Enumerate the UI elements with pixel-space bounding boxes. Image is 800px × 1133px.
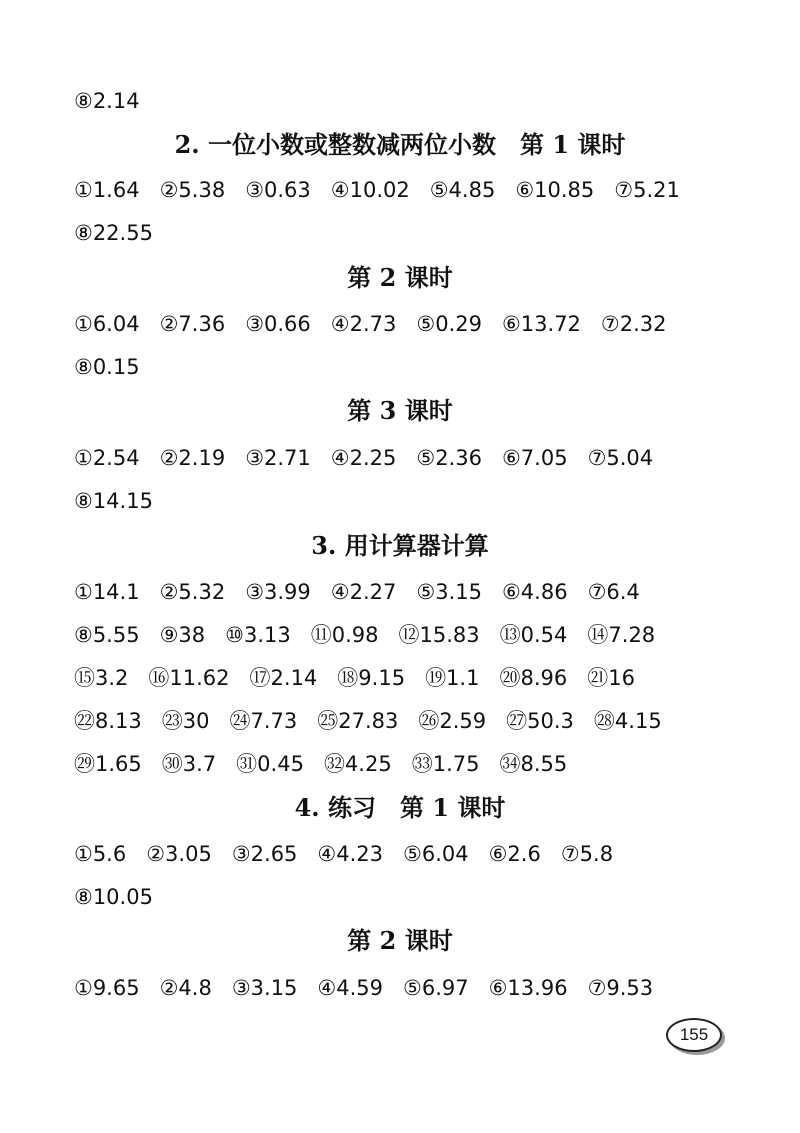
answer-item: ④4.59 xyxy=(317,976,384,1000)
answer-line xyxy=(74,488,760,514)
answer-item: ⑯11.62 xyxy=(148,666,230,690)
answer-item: ⑨38 xyxy=(159,623,206,647)
answer-item: ⑮3.2 xyxy=(74,666,129,690)
answer-line xyxy=(74,311,760,337)
answer-item: ①6.04 xyxy=(74,312,140,336)
answer-item: ⑬0.54 xyxy=(499,623,568,647)
answer-item: ㉕27.83 xyxy=(317,709,399,733)
answer-item: ⑥13.72 xyxy=(501,312,581,336)
answer-item: ⑧2.14 xyxy=(74,89,140,113)
answer-item: ②7.36 xyxy=(159,312,226,336)
answer-item: ⑰2.14 xyxy=(249,666,318,690)
section-heading: 2. 一位小数或整数减两位小数 第 1 课时 xyxy=(174,130,626,159)
answer-line xyxy=(74,665,760,691)
answer-line xyxy=(74,622,760,648)
answer-item: ④2.73 xyxy=(330,312,397,336)
answer-item: ③3.15 xyxy=(231,976,298,1000)
answer-item: ㉞8.55 xyxy=(499,752,568,776)
answer-item: ①14.1 xyxy=(74,580,140,604)
answer-item: ⑦5.21 xyxy=(614,178,680,202)
answer-item: ⑤3.15 xyxy=(416,580,482,604)
answer-item: ③0.63 xyxy=(245,178,311,202)
answer-item: ④4.23 xyxy=(317,842,384,866)
answer-item: ⑧22.55 xyxy=(74,221,153,245)
answer-item: ⑭7.28 xyxy=(587,623,656,647)
answer-item: ⑦5.04 xyxy=(587,446,654,470)
answer-line xyxy=(74,177,760,203)
answer-line xyxy=(74,220,760,246)
answer-line xyxy=(74,975,760,1001)
answer-item: ④10.02 xyxy=(330,178,410,202)
answer-item: ⑥13.96 xyxy=(488,976,568,1000)
answer-item: ①5.6 xyxy=(74,842,127,866)
answer-item: ⑤0.29 xyxy=(416,312,482,336)
section-heading: 3. 用计算器计算 xyxy=(311,531,489,560)
answer-item: ㉝1.75 xyxy=(411,752,480,776)
answer-item: ⑥7.05 xyxy=(501,446,568,470)
answer-item: ⑦9.53 xyxy=(587,976,654,1000)
answer-item: ⑤4.85 xyxy=(429,178,496,202)
answer-item: ①2.54 xyxy=(74,446,140,470)
answer-item: ㉔7.73 xyxy=(229,709,298,733)
answer-item: ③3.99 xyxy=(245,580,311,604)
answer-line xyxy=(74,884,760,910)
section-heading: 第 3 课时 xyxy=(347,396,453,425)
answer-item: ②2.19 xyxy=(159,446,226,470)
answer-line xyxy=(74,445,760,471)
section-heading: 4. 练习 第 1 课时 xyxy=(294,793,506,822)
answer-item: ⑤6.04 xyxy=(403,842,469,866)
answer-item: ㉒8.13 xyxy=(74,709,142,733)
answer-item: ㉓30 xyxy=(161,709,210,733)
answer-item: ③0.66 xyxy=(245,312,311,336)
answer-item: ㉑16 xyxy=(587,666,635,690)
answer-line xyxy=(74,751,760,777)
answer-item: ㉙1.65 xyxy=(74,752,142,776)
answer-item: ②5.32 xyxy=(159,580,226,604)
answer-item: ㉚3.7 xyxy=(161,752,217,776)
answer-item: ⑥10.85 xyxy=(515,178,595,202)
answer-item: ①1.64 xyxy=(74,178,140,202)
answer-item: ⑳8.96 xyxy=(499,666,568,690)
answer-item: ⑦6.4 xyxy=(587,580,640,604)
answer-item: ㉖2.59 xyxy=(418,709,487,733)
section-heading: 第 2 课时 xyxy=(347,263,453,292)
answer-item: ⑫15.83 xyxy=(398,623,480,647)
answer-item: ⑧0.15 xyxy=(74,355,140,379)
answer-item: ⑥4.86 xyxy=(501,580,568,604)
answer-item: ㉛0.45 xyxy=(236,752,304,776)
answer-item: ⑧5.55 xyxy=(74,623,140,647)
answer-line xyxy=(74,708,760,734)
answer-line xyxy=(74,354,760,380)
answer-item: ⑤2.36 xyxy=(416,446,482,470)
answer-item: ②4.8 xyxy=(159,976,212,1000)
answer-line xyxy=(74,841,760,867)
answer-item: ㉘4.15 xyxy=(593,709,662,733)
answer-item: ⑩3.13 xyxy=(225,623,291,647)
answer-item: ③2.65 xyxy=(231,842,298,866)
answer-item: ⑥2.6 xyxy=(488,842,541,866)
answer-item: ⑪0.98 xyxy=(310,623,379,647)
answer-item: ④2.25 xyxy=(330,446,397,470)
answer-line xyxy=(74,88,760,114)
answer-item: ⑧14.15 xyxy=(74,489,153,513)
answer-item: ④2.27 xyxy=(330,580,397,604)
section-heading: 第 2 课时 xyxy=(347,926,453,955)
answer-item: ①9.65 xyxy=(74,976,140,1000)
answer-item: ⑤6.97 xyxy=(403,976,469,1000)
answer-item: ⑱9.15 xyxy=(337,666,406,690)
answer-item: ⑦2.32 xyxy=(600,312,667,336)
answer-item: ⑲1.1 xyxy=(425,666,480,690)
answer-item: ㉗50.3 xyxy=(506,709,574,733)
page-number: 155 xyxy=(666,1018,722,1052)
answer-item: ㉜4.25 xyxy=(323,752,392,776)
answer-item: ⑧10.05 xyxy=(74,885,153,909)
answer-item: ⑦5.8 xyxy=(560,842,614,866)
answer-line xyxy=(74,579,760,605)
answer-item: ②3.05 xyxy=(146,842,212,866)
answer-item: ③2.71 xyxy=(245,446,311,470)
answer-item: ②5.38 xyxy=(159,178,226,202)
